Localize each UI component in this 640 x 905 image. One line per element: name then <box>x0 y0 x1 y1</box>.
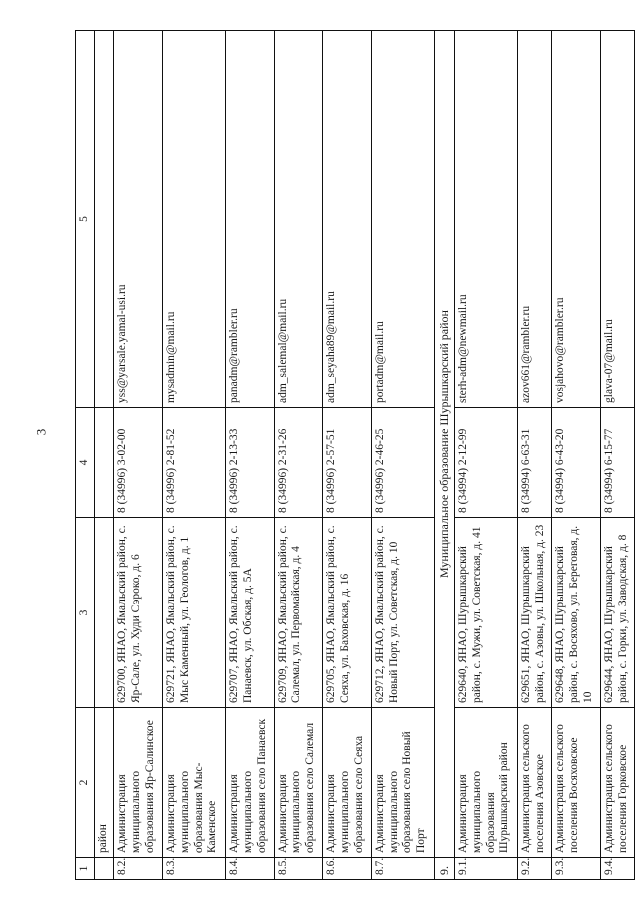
org-email: yss@yarsale.yamal-usi.ru <box>114 31 163 408</box>
org-email: sterh-adm@newmail.ru <box>455 31 518 408</box>
row-number: 9.3. <box>552 858 601 880</box>
org-address: 629651, ЯНАО, Шурышкарский район, с. Азовы, ул. Школьная, д. 23 <box>518 518 552 708</box>
col-header-1: 1 <box>76 858 95 880</box>
org-phone: 8 (34996) 2-57-51 <box>323 408 372 518</box>
organizations-table <box>75 30 635 880</box>
table-row <box>163 31 226 880</box>
org-phone: 8 (34996) 2-31-26 <box>274 408 323 518</box>
table-row <box>114 31 163 880</box>
table-row <box>455 31 518 880</box>
row-number: 8.2. <box>114 858 163 880</box>
section-number: 9. <box>434 858 454 880</box>
org-name: Администрация сельского поселения Азовское <box>518 708 552 858</box>
continuation-text: район <box>94 708 114 858</box>
org-email: mysadmin@mail.ru <box>163 31 226 408</box>
org-phone: 8 (34994) 6-43-20 <box>552 408 601 518</box>
org-address: 629705, ЯНАО, Ямальский район, с. Сеяха, ул. Баховская, д. 16 <box>323 518 372 708</box>
row-number: 8.6. <box>323 858 372 880</box>
col-header-4: 4 <box>76 408 95 518</box>
header-row <box>76 31 95 880</box>
row-number: 8.3. <box>163 858 226 880</box>
org-phone: 8 (34996) 2-13-33 <box>226 408 275 518</box>
section-row <box>434 31 454 880</box>
org-address: 629709, ЯНАО, Ямальский район, с. Салемал, ул. Первомайская, д. 4 <box>274 518 323 708</box>
org-email: vosjahovo@rambler.ru <box>552 31 601 408</box>
row-number: 9.4. <box>600 858 634 880</box>
col-header-2: 2 <box>76 708 95 858</box>
org-address: 629700, ЯНАО, Ямальский район, с. Яр-Сале, ул. Худи Сэроко, д. 6 <box>114 518 163 708</box>
org-phone: 8 (34994) 6-63-31 <box>518 408 552 518</box>
col-header-5: 5 <box>76 31 95 408</box>
org-email: adm_seyaha89@mail.ru <box>323 31 372 408</box>
org-email: glava-07@mail.ru <box>600 31 634 408</box>
table-row <box>518 31 552 880</box>
org-phone: 8 (34996) 3-02-00 <box>114 408 163 518</box>
org-name: Администрация муниципального образования Мыс-Каменское <box>163 708 226 858</box>
row-number: 9.2. <box>518 858 552 880</box>
rotated-table-wrapper <box>75 30 635 880</box>
org-address: 629712, ЯНАО, Ямальский район, с. Новый Порт, ул. Советская, д. 10 <box>371 518 434 708</box>
col-header-3: 3 <box>76 518 95 708</box>
row-number: 8.4. <box>226 858 275 880</box>
org-address: 629644, ЯНАО, Шурышкарский район, с. Горки, ул. Заводская, д. 8 <box>600 518 634 708</box>
org-email: portadm@mail.ru <box>371 31 434 408</box>
page-number: 3 <box>33 428 49 436</box>
org-address: 629640, ЯНАО, Шурышкарский район, с. Мужи, ул. Советская, д. 41 <box>455 518 518 708</box>
org-name: Администрация сельского поселения Горковское <box>600 708 634 858</box>
org-name: Администрация муниципального образования Яр-Салинское <box>114 708 163 858</box>
org-phone: 8 (34994) 2-12-99 <box>455 408 518 518</box>
table-row <box>552 31 601 880</box>
table-viewport <box>75 30 635 880</box>
org-name: Администрация муниципального образования Шурышкарский район <box>455 708 518 858</box>
table-row <box>371 31 434 880</box>
org-name: Администрация муниципального образования село Сеяха <box>323 708 372 858</box>
org-email: panadm@rambler.ru <box>226 31 275 408</box>
table-row <box>600 31 634 880</box>
table-row <box>274 31 323 880</box>
org-phone: 8 (34996) 2-81-52 <box>163 408 226 518</box>
org-name: Администрация муниципального образования село Салемал <box>274 708 323 858</box>
org-name: Администрация сельского поселения Восяховское <box>552 708 601 858</box>
row-number: 8.7. <box>371 858 434 880</box>
org-phone: 8 (34996) 2-46-25 <box>371 408 434 518</box>
org-phone: 8 (34994) 6-15-77 <box>600 408 634 518</box>
org-address: 629648, ЯНАО, Шурышкарский район, с. Восяхово, ул. Береговая, д. 10 <box>552 518 601 708</box>
org-email: azov661@rambler.ru <box>518 31 552 408</box>
continuation-row <box>94 31 114 880</box>
section-title: Муниципальное образование Шурышкарский район <box>434 31 454 858</box>
org-address: 629721, ЯНАО, Ямальский район, с. Мыс Каменный, ул. Геологов, д. 1 <box>163 518 226 708</box>
org-email: adm_salemal@mail.ru <box>274 31 323 408</box>
row-number: 9.1. <box>455 858 518 880</box>
table-row <box>323 31 372 880</box>
row-number: 8.5. <box>274 858 323 880</box>
org-name: Администрация муниципального образования село Новый Порт <box>371 708 434 858</box>
table-row <box>226 31 275 880</box>
org-address: 629707, ЯНАО, Ямальский район, с. Панаевск, ул. Обская, д. 5А <box>226 518 275 708</box>
org-name: Администрация муниципального образования село Панаевск <box>226 708 275 858</box>
